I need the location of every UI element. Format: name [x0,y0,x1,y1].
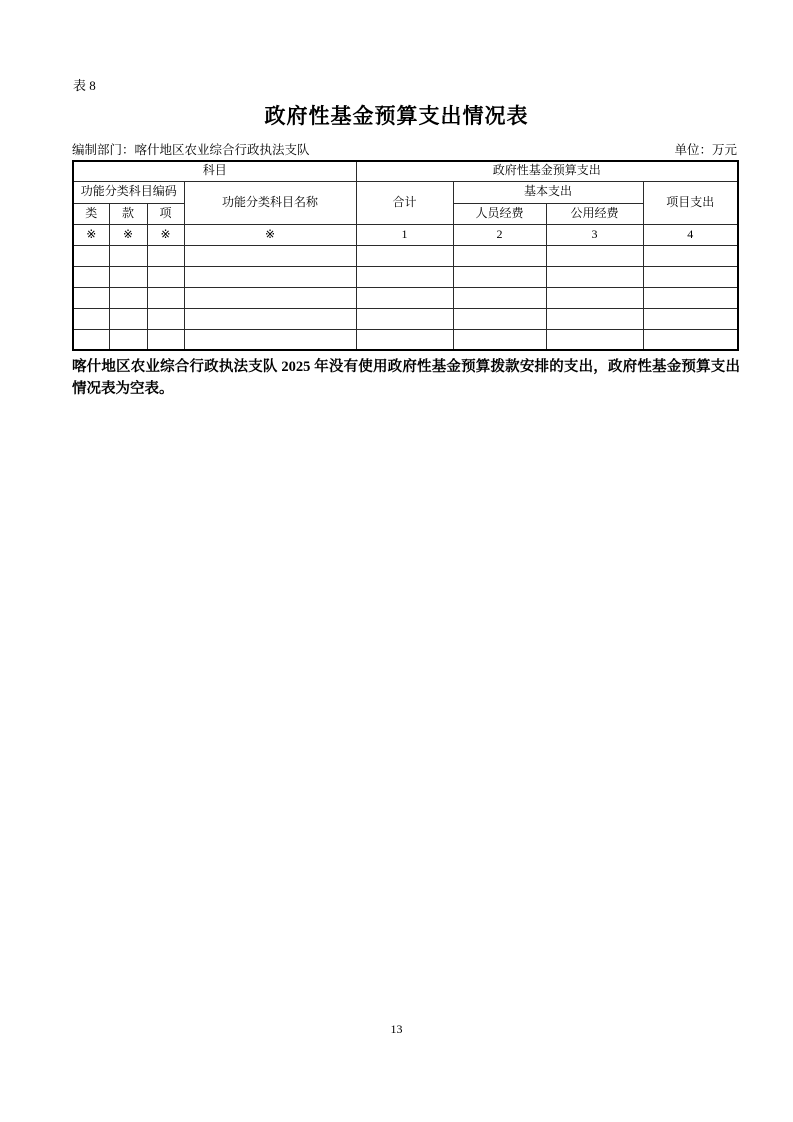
header-functional-name: 功能分类科目名称 [184,181,356,224]
header-personnel-funds: 人员经费 [453,203,546,224]
empty-cell [109,308,147,329]
reference-cell: 2 [453,224,546,245]
reference-cell: ※ [109,224,147,245]
reference-cell: 4 [643,224,738,245]
empty-cell [546,308,643,329]
empty-cell [356,287,453,308]
empty-cell [184,329,356,350]
table-meta-row [72,140,737,158]
reference-cell: ※ [184,224,356,245]
empty-cell [147,287,184,308]
header-row-mid [73,181,738,203]
empty-cell [109,245,147,266]
header-class: 类 [73,203,109,224]
empty-cell [643,287,738,308]
empty-cell [73,245,109,266]
header-expenditure-group: 政府性基金预算支出 [356,161,738,181]
table-empty-row [73,329,738,350]
budget-table [72,160,739,351]
table-number-label: 表 8 [73,78,96,93]
reference-row [73,224,738,245]
page-title: 政府性基金预算支出情况表 [264,105,529,128]
empty-cell [109,329,147,350]
empty-cell [147,308,184,329]
empty-cell [453,329,546,350]
empty-cell [453,308,546,329]
empty-cell [356,245,453,266]
header-total: 合计 [356,181,453,224]
empty-cell [184,266,356,287]
empty-cell [643,245,738,266]
empty-cell [73,287,109,308]
empty-cell [73,266,109,287]
header-public-funds: 公用经费 [546,203,643,224]
header-item: 项 [147,203,184,224]
empty-cell [184,287,356,308]
reference-cell: ※ [73,224,109,245]
header-basic-expenditure-group: 基本支出 [453,181,643,203]
header-section: 款 [109,203,147,224]
empty-cell [453,266,546,287]
empty-cell [546,266,643,287]
empty-cell [147,329,184,350]
empty-cell [546,245,643,266]
empty-cell [184,308,356,329]
empty-cell [356,329,453,350]
empty-cell [643,329,738,350]
prepared-by-label: 编制部门：喀什地区农业综合行政执法支队 [72,143,310,157]
empty-cell [73,308,109,329]
empty-cell [643,308,738,329]
page-number: 13 [390,1022,403,1036]
empty-cell [184,245,356,266]
empty-cell [643,266,738,287]
empty-cell [546,287,643,308]
reference-cell: 1 [356,224,453,245]
header-functional-code-group: 功能分类科目编码 [73,181,184,203]
header-subject-group: 科目 [73,161,356,181]
table-empty-row [73,308,738,329]
table-empty-row [73,287,738,308]
empty-cell [73,329,109,350]
empty-cell [109,266,147,287]
reference-cell: 3 [546,224,643,245]
table-empty-row [73,245,738,266]
empty-cell [147,245,184,266]
empty-table-note: 喀什地区农业综合行政执法支队 2025 年没有使用政府性基金预算拨款安排的支出，政府性基金预算支出情况表为空表。 [72,359,740,397]
empty-cell [546,329,643,350]
empty-cell [356,266,453,287]
empty-cell [453,245,546,266]
empty-cell [147,266,184,287]
empty-rows [73,245,738,350]
empty-cell [109,287,147,308]
header-project-expenditure: 项目支出 [643,181,738,224]
reference-cell: ※ [147,224,184,245]
table-empty-row [73,266,738,287]
unit-label: 单位：万元 [674,143,737,157]
empty-cell [356,308,453,329]
header-row-groups [73,161,738,181]
empty-cell [453,287,546,308]
